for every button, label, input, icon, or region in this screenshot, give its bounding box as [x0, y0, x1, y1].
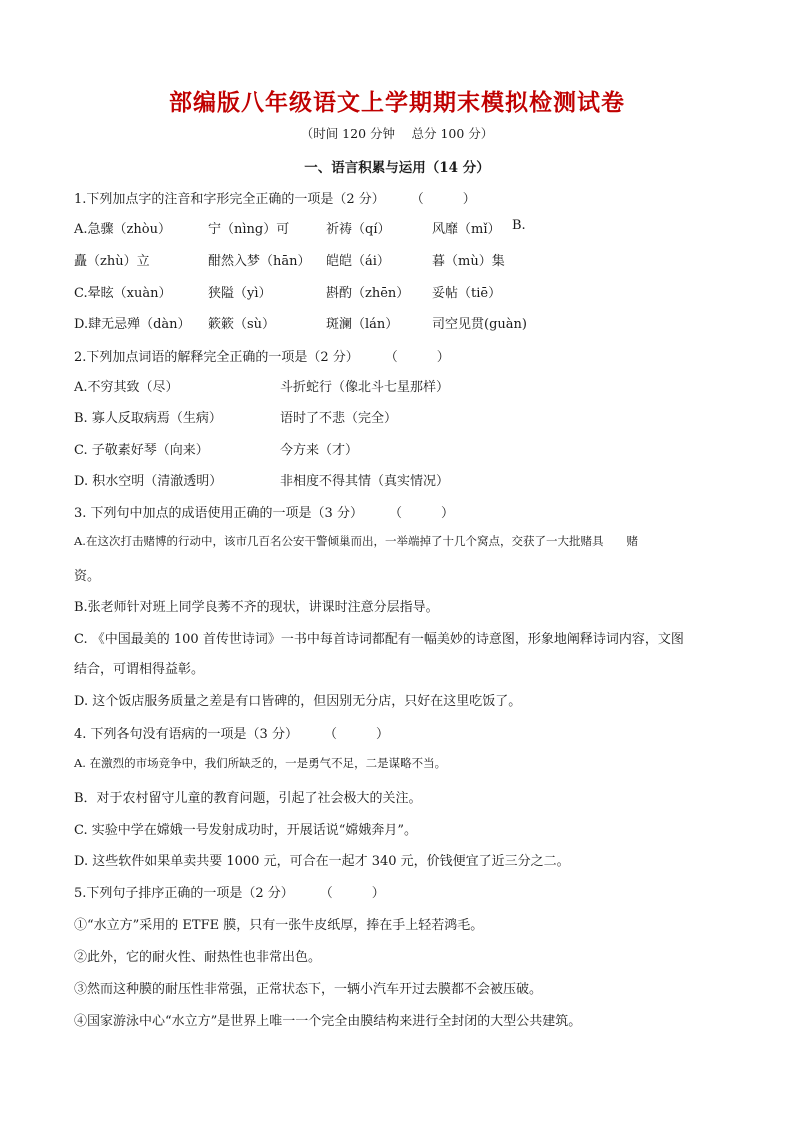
q5-sentence-2: ②此外，它的耐火性、耐热性也非常出色。 [74, 950, 322, 965]
q3-stem: 3. 下列句中加点的成语使用正确的一项是（3 分） （ ） [74, 506, 454, 521]
q2-stem: 2.下列加点词语的解释完全正确的一项是（2 分） （ ） [74, 350, 450, 365]
q1-option-a-2: 宁（nìng）可 [208, 222, 290, 237]
q1-option-a-3: 祈祷（qí） [326, 222, 391, 237]
q4-option-d: D. 这些软件如果单卖共要 1000 元，可合在一起才 340 元，价钱便宜了近三分之二。 [74, 854, 570, 869]
q1-row-4 [74, 313, 724, 333]
q2-option-d-2: 非相度不得其情（真实情况） [280, 474, 450, 489]
q1-option-c-3: 斟酌（zhēn） [326, 286, 410, 301]
q2-row-a [74, 376, 724, 396]
q2-option-c-1: C. 子敬素好琴（向来） [74, 443, 209, 458]
q1-option-b-4: 暮（mù）集 [432, 254, 505, 269]
q4-option-b: B．对于农村留守儿童的教育问题，引起了社会极大的关注。 [74, 791, 422, 806]
exam-title: 部编版八年级语文上学期期末模拟检测试卷 [169, 90, 625, 116]
q1-option-d-1: D.肆无忌殚（dàn） [74, 317, 191, 332]
q2-option-a-2: 斗折蛇行（像北斗七星那样） [280, 380, 450, 395]
q1-option-c-1: C.晕眩（xuàn） [74, 286, 172, 301]
q1-option-b-label: B. [512, 218, 526, 233]
q1-row-3 [74, 282, 724, 302]
q3-option-a-line-1: A.在这次打击赌博的行动中，该市几百名公安干警倾巢而出，一举端掉了十几个窝点，交获了一大批赌具 赌 [74, 534, 638, 548]
q3-option-d: D. 这个饭店服务质量之差是有口皆碑的，但因别无分店，只好在这里吃饭了。 [74, 694, 522, 709]
q1-row-2 [74, 250, 724, 270]
q1-option-b-3: 皑皑（ái） [326, 254, 390, 269]
q2-option-a-1: A.不穷其致（尽） [74, 380, 179, 395]
q2-option-c-2: 今方来（才） [280, 443, 359, 458]
q5-sentence-1: ①“水立方”采用的 ETFE 膜，只有一张牛皮纸厚，捧在手上轻若鸿毛。 [74, 918, 484, 933]
q2-row-c [74, 439, 724, 459]
q3-option-b: B.张老师针对班上同学良莠不齐的现状，讲课时注意分层指导。 [74, 600, 439, 615]
q5-sentence-3: ③然而这种膜的耐压性非常强，正常状态下，一辆小汽车开过去膜都不会被压破。 [74, 982, 543, 997]
q1-option-a-1: A.急骤（zhòu） [74, 222, 171, 237]
q1-stem: 1.下列加点字的注音和字形完全正确的一项是（2 分） （ ） [74, 192, 476, 207]
q4-option-c: C. 实验中学在嫦娥一号发射成功时，开展话说“嫦娥奔月”。 [74, 823, 418, 838]
q4-option-a: A. 在激烈的市场竞争中，我们所缺乏的，一是勇气不足，二是谋略不当。 [74, 756, 447, 770]
q2-option-b-2: 语时了不悲（完全） [280, 411, 398, 426]
q2-row-d [74, 470, 724, 490]
q5-sentence-4: ④国家游泳中心“水立方”是世界上唯一一个完全由膜结构来进行全封闭的大型公共建筑。 [74, 1014, 582, 1029]
q1-option-d-3: 斑澜（lán） [326, 317, 399, 332]
q1-row-1 [74, 218, 724, 238]
q1-option-b-2: 酣然入梦（hān） [208, 254, 311, 269]
q5-stem: 5.下列句子排序正确的一项是（2 分） （ ） [74, 886, 385, 901]
q2-option-b-1: B. 寡人反取病焉（生病） [74, 411, 222, 426]
exam-subtitle: （时间 120 分钟 总分 100 分） [300, 126, 494, 141]
q1-option-d-2: 簌簌（sù） [208, 317, 276, 332]
q1-option-b-1: 矗（zhù）立 [74, 254, 150, 269]
q4-stem: 4. 下列各句没有语病的一项是（3 分） （ ） [74, 727, 389, 742]
q1-option-d-4: 司空见贯(guàn) [432, 317, 527, 332]
q3-option-c-line-2: 结合，可谓相得益彰。 [74, 662, 205, 677]
q1-option-a-4: 风靡（mǐ） [432, 222, 501, 237]
q2-option-d-1: D. 积水空明（清澈透明） [74, 474, 223, 489]
q2-row-b [74, 407, 724, 427]
section-heading: 一、语言积累与运用（14 分） [304, 160, 490, 176]
q1-option-c-4: 妥帖（tiē） [432, 286, 502, 301]
q3-option-c-line-1: C. 《中国最美的 100 首传世诗词》一书中每首诗词都配有一幅美妙的诗意图，形象地阐释诗词内容，文图 [74, 632, 684, 647]
q3-option-a-line-2: 资。 [74, 569, 101, 584]
q1-option-c-2: 狭隘（yì） [208, 286, 272, 301]
